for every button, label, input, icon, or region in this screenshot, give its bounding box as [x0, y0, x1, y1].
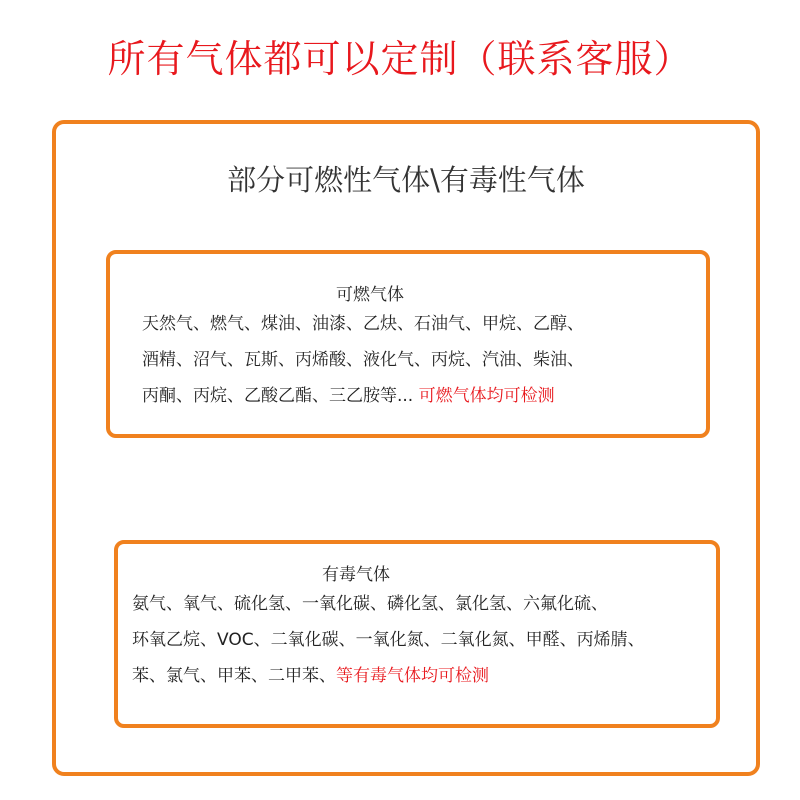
flammable-gas-card [106, 250, 710, 438]
toxic-gas-list [132, 586, 722, 694]
toxic-gas-line-3-text: 苯、氯气、甲苯、二甲苯、 [132, 666, 336, 686]
flammable-gas-line-3 [142, 378, 702, 414]
toxic-gas-line-3 [132, 658, 722, 694]
flammable-gas-line-3-text: 丙酮、丙烷、乙酸乙酯、三乙胺等... [142, 386, 414, 406]
toxic-gas-card [114, 540, 720, 728]
page-headline: 所有气体都可以定制（联系客服） [107, 37, 693, 81]
flammable-gas-list [142, 306, 702, 414]
flammable-gas-line-2: 酒精、沼气、瓦斯、丙烯酸、液化气、丙烷、汽油、柴油、 [142, 350, 584, 370]
toxic-gas-note: 等有毒气体均可检测 [336, 666, 489, 686]
toxic-gas-line-1: 氨气、氧气、硫化氢、一氧化碳、磷化氢、氯化氢、六氟化硫、 [132, 594, 608, 614]
flammable-gas-line-1: 天然气、燃气、煤油、油漆、乙炔、石油气、甲烷、乙醇、 [142, 314, 584, 334]
toxic-gas-title: 有毒气体 [322, 565, 390, 585]
flammable-gas-note: 可燃气体均可检测 [418, 386, 555, 406]
toxic-gas-line-2: 环氧乙烷、VOC、二氧化碳、一氧化氮、二氧化氮、甲醛、丙烯腈、 [132, 630, 645, 650]
flammable-gas-title: 可燃气体 [336, 285, 404, 305]
section-title: 部分可燃性气体\有毒性气体 [227, 163, 585, 197]
